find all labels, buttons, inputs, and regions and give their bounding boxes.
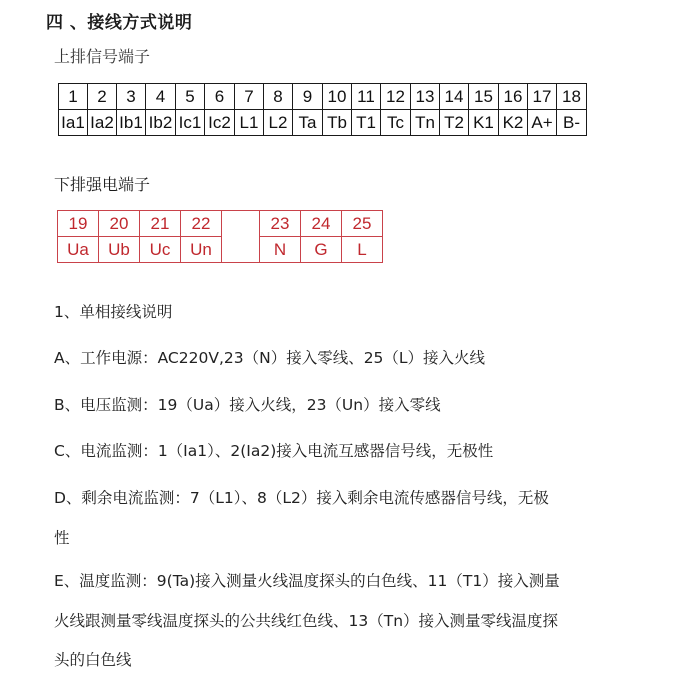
terminal-label: N bbox=[260, 237, 301, 263]
instruction-residual-current-cont: 性 bbox=[54, 529, 70, 547]
lower-terminals-title: 下排强电端子 bbox=[54, 175, 151, 194]
terminal-label: Ia2 bbox=[88, 110, 117, 136]
upper-terminals-title: 上排信号端子 bbox=[54, 47, 151, 66]
terminal-label: A+ bbox=[528, 110, 557, 136]
terminal-number: 19 bbox=[58, 211, 99, 237]
section-heading: 四 、接线方式说明 bbox=[46, 13, 193, 33]
upper-signal-terminal-table bbox=[58, 83, 587, 136]
terminal-label: K1 bbox=[469, 110, 499, 136]
terminal-label: Ta bbox=[293, 110, 323, 136]
terminal-label: K2 bbox=[499, 110, 528, 136]
terminal-label-row bbox=[59, 110, 587, 136]
terminal-label-row bbox=[260, 237, 383, 263]
power-terminal-group-supply bbox=[259, 210, 383, 263]
terminal-number: 10 bbox=[323, 84, 352, 110]
terminal-label: Ia1 bbox=[59, 110, 88, 136]
terminal-label: Tn bbox=[411, 110, 440, 136]
instruction-single-phase: 1、单相接线说明 bbox=[54, 303, 173, 321]
terminal-number: 7 bbox=[235, 84, 264, 110]
terminal-number: 17 bbox=[528, 84, 557, 110]
terminal-number: 3 bbox=[117, 84, 146, 110]
terminal-number: 18 bbox=[557, 84, 587, 110]
terminal-number: 23 bbox=[260, 211, 301, 237]
terminal-label: L1 bbox=[235, 110, 264, 136]
terminal-label: Ic1 bbox=[176, 110, 205, 136]
terminal-number: 8 bbox=[264, 84, 293, 110]
terminal-number-row bbox=[59, 84, 587, 110]
terminal-number: 14 bbox=[440, 84, 469, 110]
instruction-voltage: B、电压监测：19（Ua）接入火线，23（Un）接入零线 bbox=[54, 396, 441, 414]
terminal-label: Ua bbox=[58, 237, 99, 263]
terminal-label: T1 bbox=[352, 110, 381, 136]
instruction-temperature-cont: 火线跟测量零线温度探头的公共线红色线、13（Tn）接入测量零线温度探 bbox=[54, 612, 559, 630]
terminal-number: 11 bbox=[352, 84, 381, 110]
terminal-label: Un bbox=[181, 237, 222, 263]
terminal-label: G bbox=[301, 237, 342, 263]
terminal-label: L2 bbox=[264, 110, 293, 136]
terminal-number: 6 bbox=[205, 84, 235, 110]
terminal-label-row bbox=[58, 237, 222, 263]
terminal-number: 24 bbox=[301, 211, 342, 237]
terminal-number: 1 bbox=[59, 84, 88, 110]
terminal-label: Ic2 bbox=[205, 110, 235, 136]
instruction-residual-current: D、剩余电流监测：7（L1）、8（L2）接入剩余电流传感器信号线，无极 bbox=[54, 489, 549, 507]
terminal-number-row bbox=[260, 211, 383, 237]
terminal-number: 12 bbox=[381, 84, 411, 110]
terminal-number: 5 bbox=[176, 84, 205, 110]
instruction-power-supply: A、工作电源：AC220V,23（N）接入零线、25（L）接入火线 bbox=[54, 349, 486, 367]
terminal-number: 15 bbox=[469, 84, 499, 110]
instruction-temperature-end: 头的白色线 bbox=[54, 651, 132, 669]
instruction-current: C、电流监测：1（Ia1）、2(Ia2)接入电流互感器信号线，无极性 bbox=[54, 442, 494, 460]
terminal-label: Tb bbox=[323, 110, 352, 136]
terminal-number: 4 bbox=[146, 84, 176, 110]
power-terminal-group-voltage bbox=[57, 210, 222, 263]
terminal-label: Uc bbox=[140, 237, 181, 263]
terminal-number: 22 bbox=[181, 211, 222, 237]
terminal-label: Ib2 bbox=[146, 110, 176, 136]
terminal-label: T2 bbox=[440, 110, 469, 136]
terminal-number-row bbox=[58, 211, 222, 237]
terminal-number: 2 bbox=[88, 84, 117, 110]
terminal-number: 16 bbox=[499, 84, 528, 110]
terminal-number: 20 bbox=[99, 211, 140, 237]
instruction-temperature: E、温度监测：9(Ta)接入测量火线温度探头的白色线、11（T1）接入测量 bbox=[54, 572, 560, 590]
terminal-number: 13 bbox=[411, 84, 440, 110]
terminal-label: Tc bbox=[381, 110, 411, 136]
terminal-label: L bbox=[342, 237, 383, 263]
terminal-number: 25 bbox=[342, 211, 383, 237]
power-terminal-gap bbox=[219, 210, 259, 263]
terminal-label: Ub bbox=[99, 237, 140, 263]
terminal-number: 9 bbox=[293, 84, 323, 110]
terminal-label: B- bbox=[557, 110, 587, 136]
terminal-label: Ib1 bbox=[117, 110, 146, 136]
terminal-number: 21 bbox=[140, 211, 181, 237]
